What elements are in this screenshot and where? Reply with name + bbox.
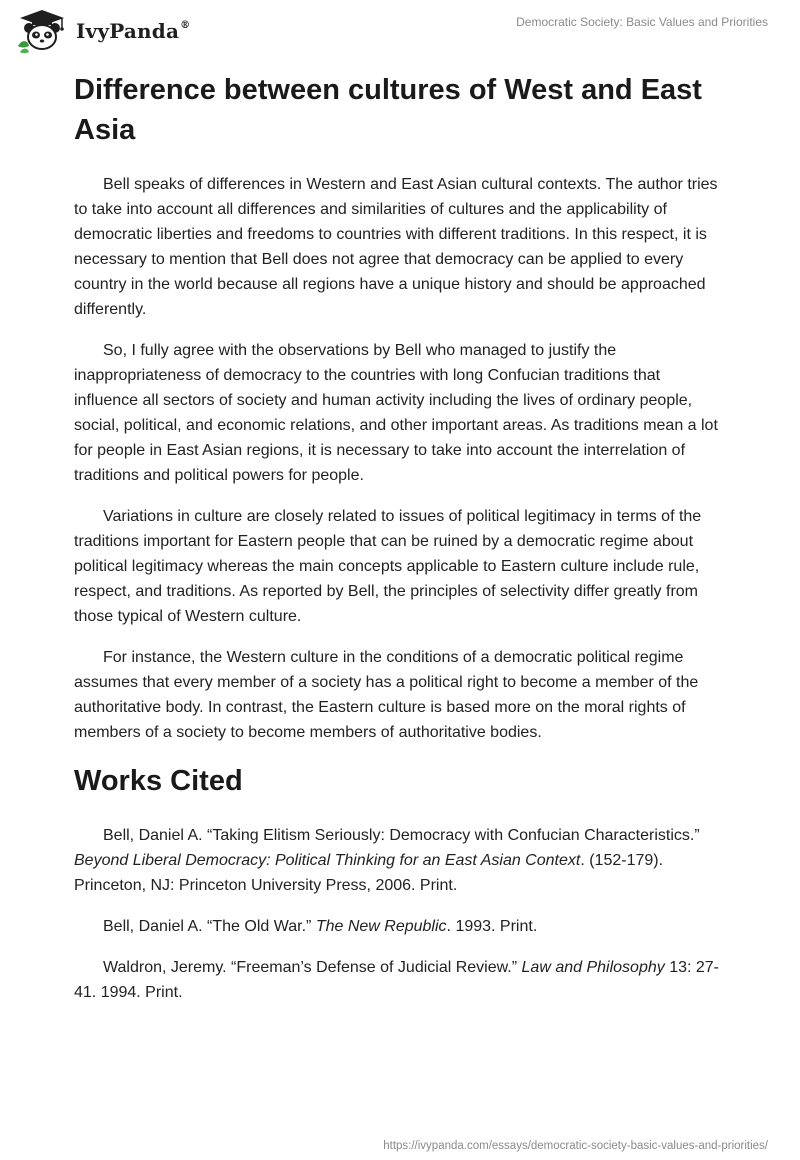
works-cited-list: [74, 823, 724, 1005]
citation-source-title: Law and Philosophy: [521, 959, 665, 976]
brand-name: IvyPanda®: [76, 19, 191, 43]
section-heading: Difference between cultures of West and East Asia: [74, 74, 702, 146]
paragraph: Bell speaks of differences in Western and East Asian cultural contexts. The author tries to take into account all differences and similarities of cultures and the applicability of democratic liberties and freedoms to countries with different traditions. In this respect, it is necessary to mention that Bell does not agree that democracy can be applied to every country in the world because all regions have a unique history and should be approached differently.: [74, 176, 718, 318]
citation-source-title: The New Republic: [315, 918, 447, 935]
registered-mark: ®: [180, 20, 191, 32]
running-title: Democratic Society: Basic Values and Priorities: [516, 15, 768, 29]
citation-entry: Bell, Daniel A. “The Old War.” The New Republic. 1993. Print.: [103, 918, 538, 935]
panda-graduate-icon: [14, 8, 70, 54]
essay-content: [74, 70, 724, 1021]
citation-source-title: Beyond Liberal Democracy: Political Thinking for an East Asian Context: [74, 852, 581, 869]
works-cited-heading: Works Cited: [74, 765, 243, 797]
paragraph: Variations in culture are closely related to issues of political legitimacy in terms of the traditions important for Eastern people that can be ruined by a democratic regime about political legitimacy whereas the main concepts applicable to Eastern culture include rule, respect, and traditions. As reported by Bell, the principles of selectivity differ greatly from those typical of Western culture.: [74, 508, 702, 625]
essay-body: [74, 172, 724, 745]
ivypanda-logo[interactable]: [14, 8, 190, 54]
paragraph: So, I fully agree with the observations by Bell who managed to justify the inappropriateness of democracy to the countries with long Confucian traditions that influence all sectors of society and human activity including the lives of ordinary people, social, political, and economic relations, and other important areas. As traditions mean a lot for people in East Asian regions, it is necessary to take into account the interrelation of traditions and political powers for people.: [74, 342, 718, 484]
page-header: [0, 0, 800, 64]
citation-entry: Bell, Daniel A. “Taking Elitism Seriously: Democracy with Confucian Characteristics.” Beyond Liberal Democracy: Political Thinking for an East Asian Context. (152-179). Princeton, NJ: Princeton University Press, 2006. Print.: [74, 827, 700, 894]
paragraph: For instance, the Western culture in the conditions of a democratic political regime assumes that every member of a society has a political right to become a member of the authoritative body. In contrast, the Eastern culture is based more on the moral rights of members of a society to become members of authoritative bodies.: [74, 649, 699, 741]
source-url[interactable]: https://ivypanda.com/essays/democratic-society-basic-values-and-priorities/: [383, 1140, 768, 1152]
citation-entry: Waldron, Jeremy. “Freeman’s Defense of Judicial Review.” Law and Philosophy 13: 27-41. 1994. Print.: [74, 959, 720, 1001]
